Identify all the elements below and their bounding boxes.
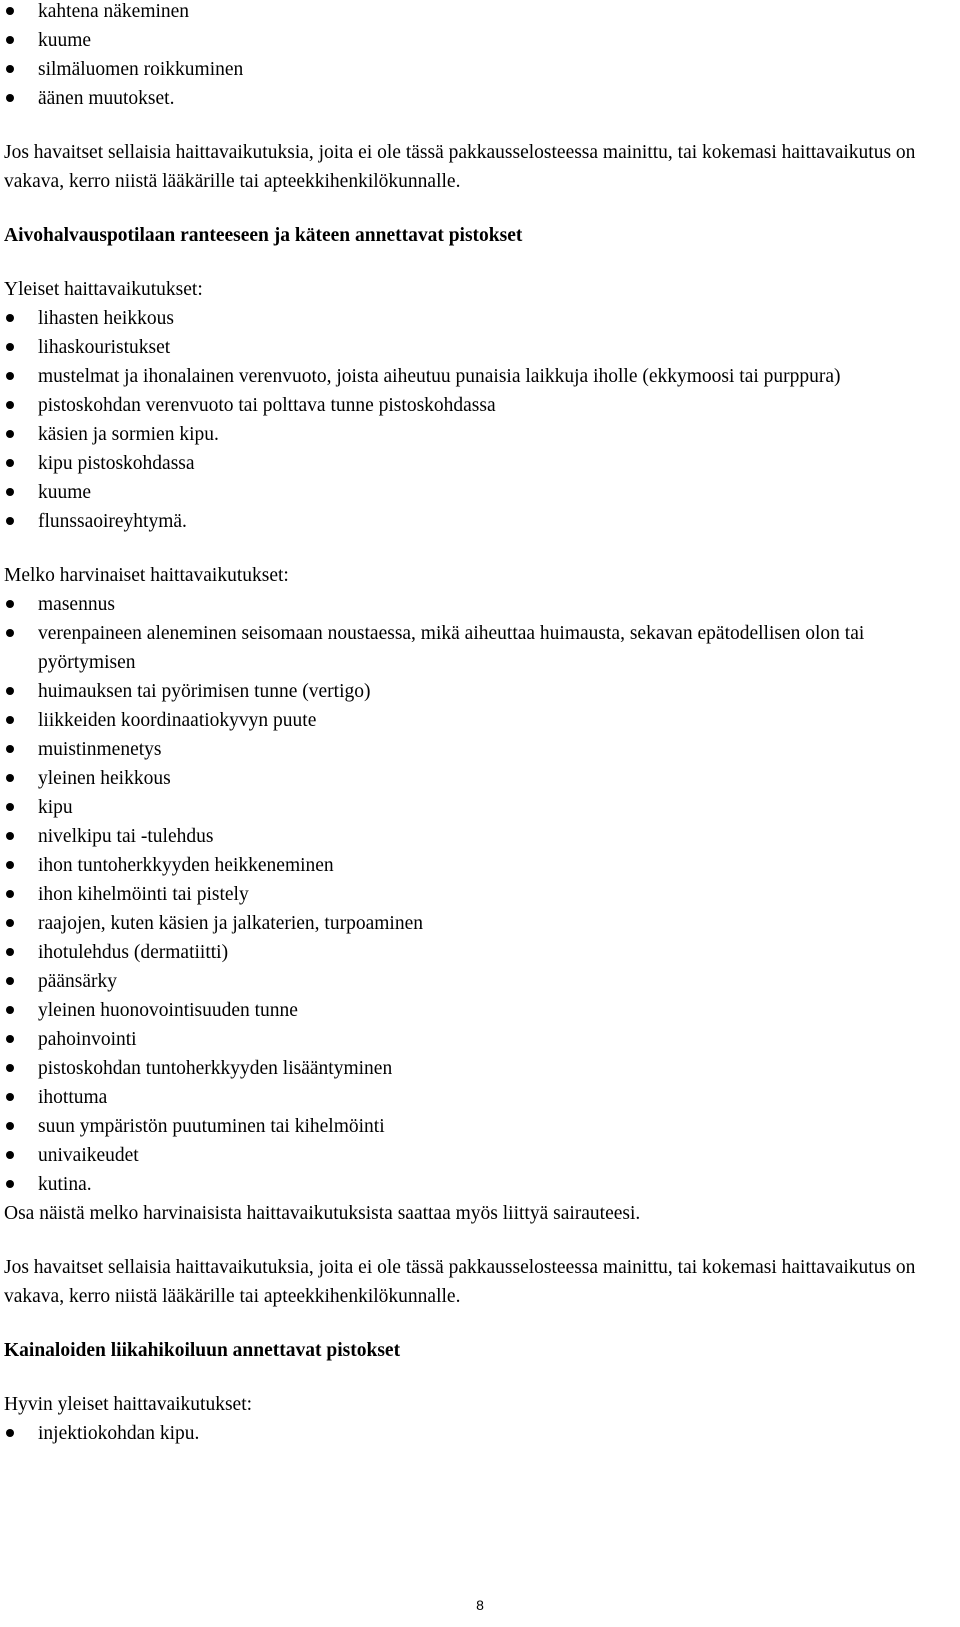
list-item: päänsärky bbox=[4, 967, 956, 996]
very-common-effects-label: Hyvin yleiset haittavaikutukset: bbox=[4, 1394, 253, 1415]
list-item: silmäluomen roikkuminen bbox=[4, 55, 956, 84]
list-item: suun ympäristön puutuminen tai kihelmöinti bbox=[4, 1112, 956, 1141]
list-item: pistoskohdan tuntoherkkyyden lisääntyminen bbox=[4, 1054, 956, 1083]
document-page bbox=[4, 0, 956, 1448]
uncommon-effects-list bbox=[4, 590, 956, 1199]
spacer bbox=[4, 536, 956, 561]
list-item: ihottuma bbox=[4, 1083, 956, 1112]
list-item: kuume bbox=[4, 478, 956, 507]
axilla-section-heading: Kainaloiden liikahikoiluun annettavat pistokset bbox=[4, 1340, 401, 1361]
list-item: ihon tuntoherkkyyden heikkeneminen bbox=[4, 851, 956, 880]
list-item: masennus bbox=[4, 590, 956, 619]
list-item: yleinen huonovointisuuden tunne bbox=[4, 996, 956, 1025]
list-item: äänen muutokset. bbox=[4, 84, 956, 113]
very-common-effects-list bbox=[4, 1419, 956, 1448]
list-item: liikkeiden koordinaatiokyvyn puute bbox=[4, 706, 956, 735]
list-item: kipu pistoskohdassa bbox=[4, 449, 956, 478]
list-item: ihon kihelmöinti tai pistely bbox=[4, 880, 956, 909]
list-item: injektiokohdan kipu. bbox=[4, 1419, 956, 1448]
list-item: nivelkipu tai -tulehdus bbox=[4, 822, 956, 851]
disease-note-paragraph: Osa näistä melko harvinaisista haittavaikutuksista saattaa myös liittyä sairauteesi. bbox=[4, 1203, 641, 1224]
report-note-paragraph: Jos havaitset sellaisia haittavaikutuksia, joita ei ole tässä pakkausselosteessa mainittu, tai kokemasi haittavaikutus on vakava, kerro niistä lääkärille tai apteekkihenkilökunnalle. bbox=[4, 142, 916, 192]
report-note-paragraph: Jos havaitset sellaisia haittavaikutuksia, joita ei ole tässä pakkausselosteessa mainittu, tai kokemasi haittavaikutus on vakava, kerro niistä lääkärille tai apteekkihenkilökunnalle. bbox=[4, 1257, 916, 1307]
spacer bbox=[4, 250, 956, 275]
list-item: ihotulehdus (dermatiitti) bbox=[4, 938, 956, 967]
spacer bbox=[4, 1311, 956, 1336]
list-item: kahtena näkeminen bbox=[4, 0, 956, 26]
list-item: muistinmenetys bbox=[4, 735, 956, 764]
list-item: univaikeudet bbox=[4, 1141, 956, 1170]
list-item: kuume bbox=[4, 26, 956, 55]
list-item: lihasten heikkous bbox=[4, 304, 956, 333]
common-effects-list bbox=[4, 304, 956, 536]
list-item: lihaskouristukset bbox=[4, 333, 956, 362]
list-item: yleinen heikkous bbox=[4, 764, 956, 793]
spacer bbox=[4, 196, 956, 221]
stroke-section-heading: Aivohalvauspotilaan ranteeseen ja käteen annettavat pistokset bbox=[4, 225, 523, 246]
spacer bbox=[4, 113, 956, 138]
page-number: 8 bbox=[476, 1597, 484, 1613]
spacer bbox=[4, 1365, 956, 1390]
list-item: huimauksen tai pyörimisen tunne (vertigo) bbox=[4, 677, 956, 706]
uncommon-effects-label: Melko harvinaiset haittavaikutukset: bbox=[4, 565, 289, 586]
list-item: kipu bbox=[4, 793, 956, 822]
list-item: käsien ja sormien kipu. bbox=[4, 420, 956, 449]
list-item: mustelmat ja ihonalainen verenvuoto, joista aiheutuu punaisia laikkuja iholle (ekkymoosi tai purppura) bbox=[4, 362, 956, 391]
list-item: flunssaoireyhtymä. bbox=[4, 507, 956, 536]
common-effects-label: Yleiset haittavaikutukset: bbox=[4, 279, 203, 300]
list-item: kutina. bbox=[4, 1170, 956, 1199]
spacer bbox=[4, 1228, 956, 1253]
list-item: raajojen, kuten käsien ja jalkaterien, turpoaminen bbox=[4, 909, 956, 938]
list-item: pahoinvointi bbox=[4, 1025, 956, 1054]
list-item: pistoskohdan verenvuoto tai polttava tunne pistoskohdassa bbox=[4, 391, 956, 420]
top-symptom-list bbox=[4, 0, 956, 113]
list-item: verenpaineen aleneminen seisomaan noustaessa, mikä aiheuttaa huimausta, sekavan epätodellisen olon tai pyörtymisen bbox=[4, 619, 956, 677]
